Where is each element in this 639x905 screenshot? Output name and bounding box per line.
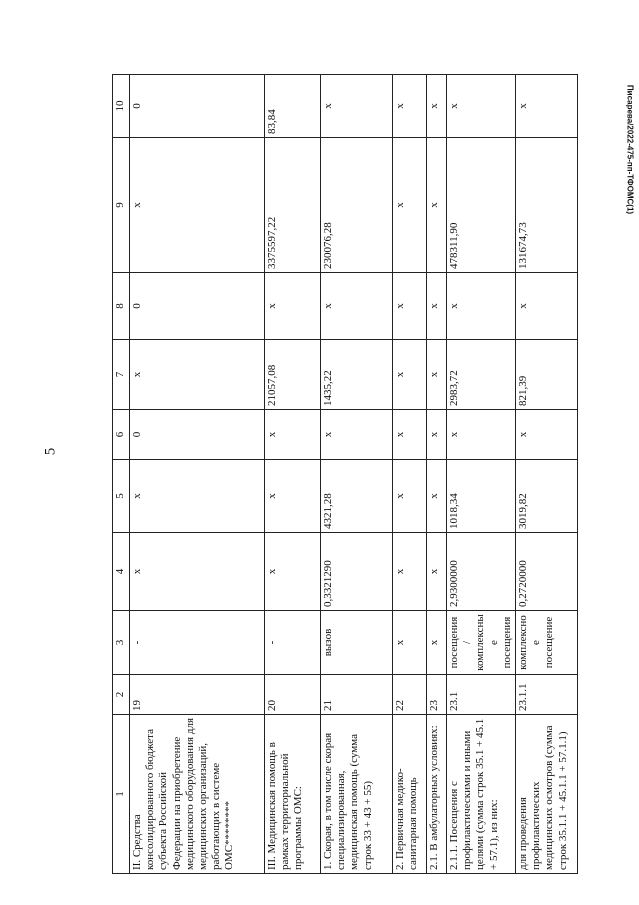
value-cell: x <box>130 340 265 410</box>
value-cell: x <box>393 533 427 611</box>
table-row <box>447 75 516 874</box>
value-cell: 1435,22 <box>321 340 393 410</box>
unit-cell: комплексное посещение <box>515 611 577 675</box>
unit-cell: x <box>427 611 447 675</box>
row-number-cell: 19 <box>130 675 265 715</box>
header-cell: 3 <box>113 611 130 675</box>
value-cell: x <box>427 410 447 460</box>
value-cell: x <box>265 410 321 460</box>
header-cell: 6 <box>113 410 130 460</box>
value-cell: 21057,08 <box>265 340 321 410</box>
value-cell: x <box>393 75 427 138</box>
value-cell: x <box>393 340 427 410</box>
page-number: 5 <box>42 447 59 456</box>
value-cell: 0 <box>130 410 265 460</box>
value-cell: 83,84 <box>265 75 321 138</box>
value-cell: x <box>515 273 577 340</box>
header-cell: 2 <box>113 675 130 715</box>
value-cell: 3375597,22 <box>265 138 321 273</box>
row-number-cell: 20 <box>265 675 321 715</box>
value-cell: x <box>265 533 321 611</box>
value-cell: 131674,73 <box>515 138 577 273</box>
value-cell: x <box>265 460 321 533</box>
row-name-cell: для проведения профилактических медицинских осмотров (сумма строк 35.1.1 + 45.1.1 + 57.1.1) <box>515 715 577 874</box>
header-cell: 4 <box>113 533 130 611</box>
row-name-cell: 1. Скорая, в том числе скорая специализированная, медицинская помощь (сумма строк 33 + 43 + 55) <box>321 715 393 874</box>
value-cell: x <box>447 410 516 460</box>
row-name-cell: II. Средства консолидированного бюджета субъекта Российской Федерации на приобретение медицинского оборудования для медицинских организаций, работающих в системе ОМС******** <box>130 715 265 874</box>
table-row <box>427 75 447 874</box>
value-cell: x <box>447 75 516 138</box>
value-cell: x <box>393 273 427 340</box>
value-cell: x <box>447 273 516 340</box>
header-cell: 10 <box>113 75 130 138</box>
header-cell: 9 <box>113 138 130 273</box>
row-number-cell: 23.1.1 <box>515 675 577 715</box>
row-number-cell: 23 <box>427 675 447 715</box>
row-name-cell: 2. Первичная медико-санитарная помощь <box>393 715 427 874</box>
value-cell: x <box>393 410 427 460</box>
row-name-cell: 2.1.1. Посещения с профилактическими и иными целями (сумма строк 35.1 + 45.1 + 57.1), из них: <box>447 715 516 874</box>
value-cell: x <box>130 533 265 611</box>
row-name-cell: 2.1. В амбулаторных условиях: <box>427 715 447 874</box>
value-cell: x <box>265 273 321 340</box>
value-cell: x <box>515 75 577 138</box>
unit-cell: - <box>265 611 321 675</box>
value-cell: 4321,28 <box>321 460 393 533</box>
value-cell: x <box>393 138 427 273</box>
row-name-cell: III. Медицинская помощь в рамках территориальной программы ОМС: <box>265 715 321 874</box>
value-cell: 0,3321290 <box>321 533 393 611</box>
header-cell: 1 <box>113 715 130 874</box>
table-row <box>321 75 393 874</box>
value-cell: x <box>321 75 393 138</box>
row-number-cell: 23.1 <box>447 675 516 715</box>
value-cell: x <box>427 138 447 273</box>
funding-table <box>112 74 578 874</box>
header-cell: 5 <box>113 460 130 533</box>
value-cell: x <box>515 410 577 460</box>
value-cell: 230076,28 <box>321 138 393 273</box>
value-cell: 1018,34 <box>447 460 516 533</box>
table-row <box>515 75 577 874</box>
header-cell: 7 <box>113 340 130 410</box>
value-cell: 821,39 <box>515 340 577 410</box>
document-table-frame <box>112 75 569 874</box>
table-row <box>265 75 321 874</box>
value-cell: x <box>427 340 447 410</box>
table-row <box>130 75 265 874</box>
header-cell: 8 <box>113 273 130 340</box>
value-cell: 478311,90 <box>447 138 516 273</box>
value-cell: 3019,82 <box>515 460 577 533</box>
value-cell: 0,2720000 <box>515 533 577 611</box>
value-cell: x <box>130 460 265 533</box>
unit-cell: вызов <box>321 611 393 675</box>
value-cell: x <box>427 75 447 138</box>
value-cell: x <box>321 410 393 460</box>
rotated-table-container <box>112 75 569 874</box>
row-number-cell: 21 <box>321 675 393 715</box>
document-reference-stamp: Писарева/2022-475-пп-ТФОМС(1) <box>625 84 635 215</box>
value-cell: x <box>130 138 265 273</box>
value-cell: 0 <box>130 75 265 138</box>
value-cell: x <box>321 273 393 340</box>
unit-cell: посещения / комплексные посещения <box>447 611 516 675</box>
value-cell: x <box>427 273 447 340</box>
value-cell: 2983,72 <box>447 340 516 410</box>
row-number-cell: 22 <box>393 675 427 715</box>
value-cell: x <box>427 460 447 533</box>
table-header-row <box>113 75 130 874</box>
value-cell: 2,9300000 <box>447 533 516 611</box>
unit-cell: - <box>130 611 265 675</box>
value-cell: 0 <box>130 273 265 340</box>
value-cell: x <box>393 460 427 533</box>
unit-cell: x <box>393 611 427 675</box>
value-cell: x <box>427 533 447 611</box>
table-row <box>393 75 427 874</box>
